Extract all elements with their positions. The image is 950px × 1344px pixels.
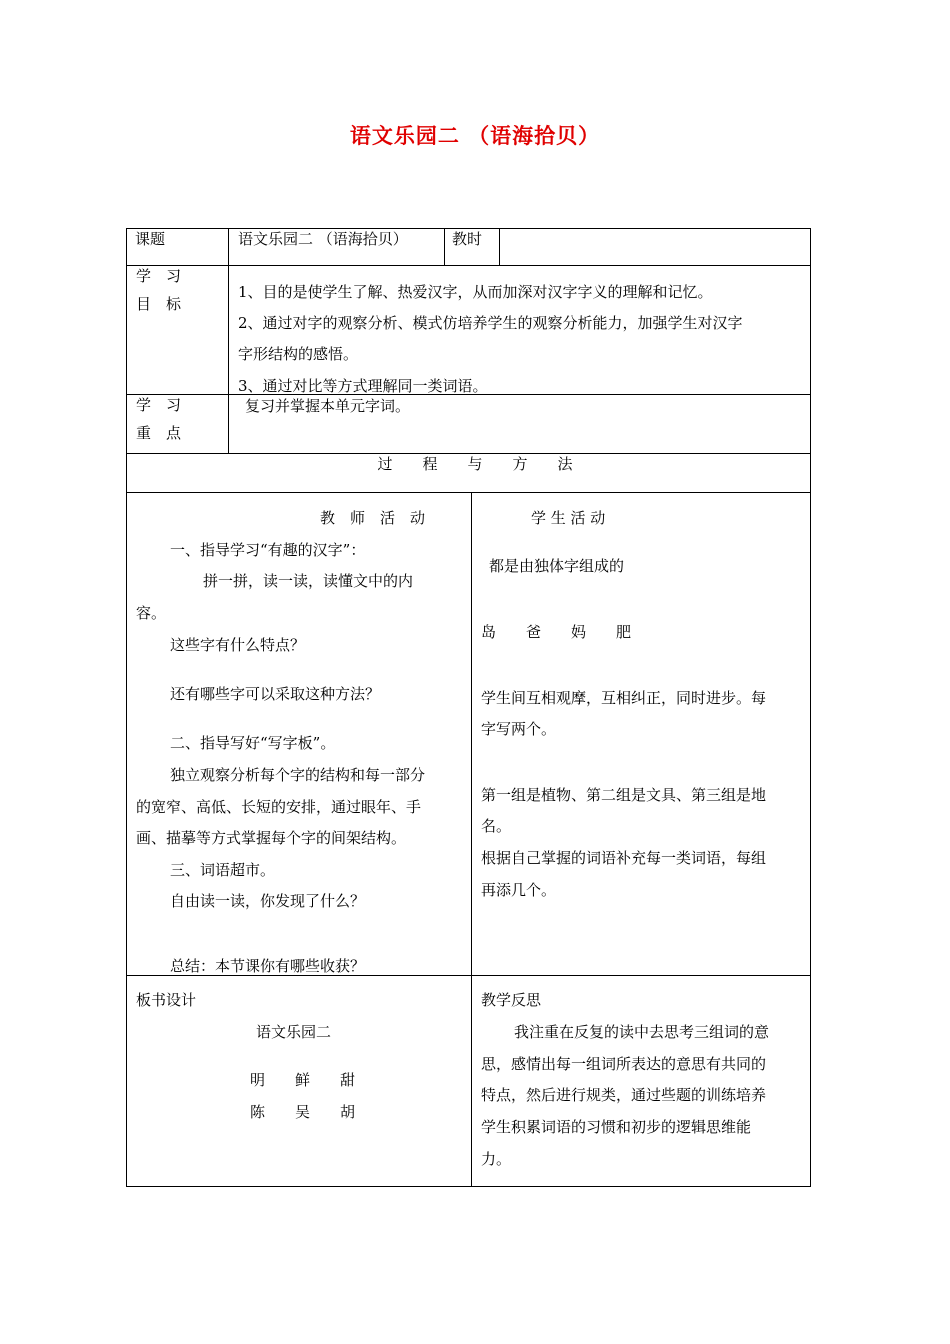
teacher-line: 画、描摹等方式掌握每个字的间架结构。 <box>136 829 407 847</box>
board-title: 语文乐园二 <box>256 1023 332 1041</box>
table-column-rule <box>228 228 229 454</box>
table-border-bottom <box>126 1186 811 1187</box>
teacher-line: 独立观察分析每个字的结构和每一部分 <box>170 766 426 784</box>
student-line: 再添几个。 <box>481 881 557 899</box>
table-border-right <box>810 228 811 1187</box>
table-column-rule <box>499 228 500 266</box>
process-header: 过 程 与 方 法 <box>377 455 573 473</box>
teacher-line: 拼一拼，读一读，读懂文中的内 <box>203 572 414 590</box>
teacher-line: 一、指导学习“有趣的汉字”： <box>170 541 366 559</box>
focus-label-line2: 重 点 <box>136 424 182 442</box>
reflection-line: 特点，然后进行规类，通过些题的训练培养 <box>481 1086 767 1104</box>
table-rule <box>126 492 811 493</box>
teacher-line: 二、指导写好“写字板”。 <box>170 734 336 752</box>
reflection-line: 我注重在反复的读中去思考三组词的意 <box>514 1023 770 1041</box>
goal-line: 1、目的是使学生了解、热爱汉字，从而加深对汉字字义的理解和记忆。 <box>238 283 713 301</box>
topic-value: 语文乐园二 （语海拾贝） <box>238 230 408 248</box>
table-column-rule <box>471 492 472 1187</box>
board-design-label: 板书设计 <box>136 991 197 1009</box>
student-line: 都是由独体字组成的 <box>489 557 625 575</box>
board-row: 陈 吴 胡 <box>250 1103 356 1121</box>
reflection-line: 力。 <box>481 1150 512 1168</box>
student-activity-header: 学 生 活 动 <box>531 509 606 527</box>
focus-label-line1: 学 习 <box>136 396 182 414</box>
student-line: 字写两个。 <box>481 720 557 738</box>
goal-line: 字形结构的感悟。 <box>238 345 359 363</box>
goal-line: 2、通过对字的观察分析、模式仿培养学生的观察分析能力，加强学生对汉字 <box>238 314 743 332</box>
teacher-line: 自由读一读，你发现了什么？ <box>170 892 366 910</box>
student-line: 第一组是植物、第二组是文具、第三组是地 <box>481 786 767 804</box>
student-line: 根据自己掌握的词语补充每一类词语，每组 <box>481 849 767 867</box>
teacher-line: 总结：本节课你有哪些收获？ <box>170 957 366 975</box>
goal-line: 3、通过对比等方式理解同一类词语。 <box>238 377 488 395</box>
student-line: 学生间互相观摩，互相纠正，同时进步。每 <box>481 689 767 707</box>
goals-label-line1: 学 习 <box>136 267 182 285</box>
board-row: 明 鲜 甜 <box>250 1071 356 1089</box>
table-border-left <box>126 228 127 1187</box>
table-column-rule <box>444 228 445 266</box>
teacher-line: 容。 <box>136 604 167 622</box>
teacher-line: 这些字有什么特点？ <box>170 636 306 654</box>
topic-label: 课题 <box>135 230 166 248</box>
focus-text: 复习并掌握本单元字词。 <box>245 397 411 415</box>
page-title: 语文乐园二 （语海拾贝） <box>349 123 601 148</box>
reflection-label: 教学反思 <box>481 991 542 1009</box>
teacher-line: 的宽窄、高低、长短的安排，通过眼年、手 <box>136 798 422 816</box>
reflection-line: 学生积累词语的习惯和初步的逻辑思维能 <box>481 1118 752 1136</box>
teacher-activity-header: 教 师 活 动 <box>320 509 426 527</box>
teacher-line: 还有哪些字可以采取这种方法？ <box>170 685 381 703</box>
student-line: 名。 <box>481 817 512 835</box>
hours-label: 教时 <box>452 230 483 248</box>
student-line: 岛 爸 妈 肥 <box>481 623 632 641</box>
teacher-line: 三、词语超市。 <box>170 861 276 879</box>
reflection-line: 思，感情出每一组词所表达的意思有共同的 <box>481 1055 767 1073</box>
goals-label-line2: 目 标 <box>136 295 182 313</box>
